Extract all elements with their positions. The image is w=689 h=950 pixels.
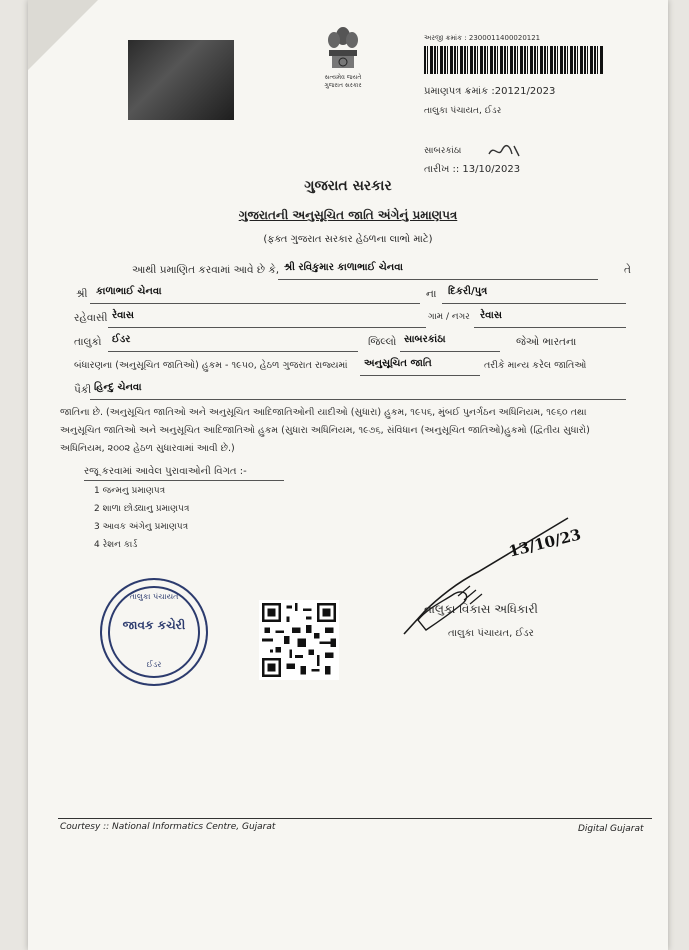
certificate-page <box>28 0 668 950</box>
subcaste-label: પૈકી <box>74 384 92 396</box>
government-title: ગુજરાત સરકાર <box>304 178 392 194</box>
name-suffix: તે <box>624 264 631 276</box>
office-seal <box>100 578 208 686</box>
seal-top-text: તાલુકા પંચાયત <box>129 592 179 601</box>
footer-right: Digital Gujarat <box>578 824 644 834</box>
district-value: સાબરકાંઠા <box>404 334 446 345</box>
certificate-note: (ફક્ત ગુજરાત સરકાર હેઠળના લાભો માટે) <box>263 234 433 245</box>
relation-underline <box>442 303 626 304</box>
father-name: કાળાભાઈ ચેનવા <box>96 286 162 297</box>
emblem-caption-1: સત્યમેવ જયતે <box>324 74 362 81</box>
name-underline <box>278 279 598 280</box>
officer-title: તાલુકા વિકાસ અધિકારી <box>424 602 538 616</box>
district-underline <box>400 351 500 352</box>
caste-category: અનુસૂચિત જાતિ <box>364 358 432 369</box>
certify-prefix: આથી પ્રમાણિત કરવામાં આવે છે કે, <box>132 264 280 276</box>
state-label: જેઓ ભારતના <box>516 336 577 348</box>
village-label: ગામ / નગર <box>428 312 470 322</box>
applicant-photo <box>128 40 234 120</box>
ashoka-emblem-icon <box>323 22 363 74</box>
district-label: જિલ્લો <box>368 336 397 348</box>
category-underline <box>360 375 480 376</box>
officer-office: તાલુકા પંચાયત, ઈડર <box>448 628 534 639</box>
certificate-number: પ્રમાણપત્ર ક્રમાંક :20121/2023 <box>424 86 556 97</box>
resident-underline <box>108 327 426 328</box>
seal-center-text: જાવક કચેરી <box>122 618 186 632</box>
evidence-heading: રજૂ કરવામાં આવેલ પુરાવાઓની વિગત :- <box>84 466 247 477</box>
holder-name: શ્રી રવિકુમાર કાળાભાઈ ચેનવા <box>284 262 403 273</box>
resident-label: રહેવાસી <box>74 312 108 324</box>
village-underline <box>474 327 626 328</box>
subcaste-value: હિન્દુ ચેનવા <box>94 382 142 393</box>
taluka-label: તાલુકો <box>74 336 102 348</box>
evidence-item-2: 2 શાળા છોડ્યાનુ પ્રમાણપત્ર <box>94 504 190 514</box>
issue-date: તારીખ :: 13/10/2023 <box>424 164 521 175</box>
constitution-text: બંધારણના (અનુસૂચિત જાતિઓ) હુકમ - ૧૯૫૦, હેઠળ ગુજરાત રાજ્યમાં <box>74 360 348 371</box>
emblem-caption-2: ગુજરાત સરકાર <box>324 82 362 89</box>
header-office: તાલુકા પંચાયત, ઈડર <box>424 106 502 116</box>
folded-corner <box>28 0 98 70</box>
state-emblem <box>316 22 370 100</box>
certificate-title: ગુજરાતની અનુસૂચિત જાતિ અંગેનું પ્રમાણપત્ર <box>238 208 458 222</box>
shri-label: શ્રી <box>76 288 88 300</box>
relation: દિકરી/પુત્ર <box>448 286 488 297</box>
footer-rule <box>58 818 652 819</box>
evidence-item-4: 4 રેશન કાર્ડ <box>94 540 138 550</box>
evidence-underline <box>84 480 284 481</box>
recognized-text: તરીકે માન્ય કરેલ જાતિઓ <box>484 360 587 371</box>
taluka-value: ઈડર <box>112 334 131 345</box>
village-value: રેવાસ <box>480 310 502 321</box>
taluka-underline <box>108 351 358 352</box>
date-initial-scribble-icon <box>486 142 522 160</box>
evidence-item-3: 3 આવક અંગેનુ પ્રમાણપત્ર <box>94 522 189 532</box>
signature-date: 13/10/23 <box>506 525 583 561</box>
resident-value: રેવાસ <box>112 310 134 321</box>
header-district: સાબરકાંઠા <box>424 146 462 156</box>
footer-left: Courtesy :: National Informatics Centre, Gujarat <box>60 822 276 832</box>
evidence-item-1: 1 જન્મનુ પ્રમાણપત્ર <box>94 486 166 496</box>
seal-bottom-text: ઈડર <box>146 660 162 669</box>
application-number: અરજી ક્રમાંક : 2300011400020121 <box>424 34 541 42</box>
father-underline <box>90 303 420 304</box>
subcaste-underline <box>90 399 626 400</box>
na-label: ના <box>426 288 437 300</box>
legal-paragraph: જાતિના છે. (અનુસૂચિત જાતિઓ અને અનુસૂચિત આદિજાતિઓની યાદીઓ (સુધારા) હુકમ, ૧૯૫૬, મુંબઈ પુનર્ગઠન અધિનિયમ, ૧૯૬૦ તથા અનુસૂચિત જાતિઓ અને અનુસૂચિત આદિજાતિઓ હુકમ (સુધારા અધિનિયમ, ૧૯૭૬, સંવિધાન (અનુસૂચિત જાતિઓ)હુકમો (દ્વિતીય સુધારો) અધિનિયમ, ૨૦૦૨ હેઠળ સુધારવામાં આવી છે.) <box>60 407 590 454</box>
barcode <box>424 46 604 74</box>
qr-code <box>259 600 339 680</box>
